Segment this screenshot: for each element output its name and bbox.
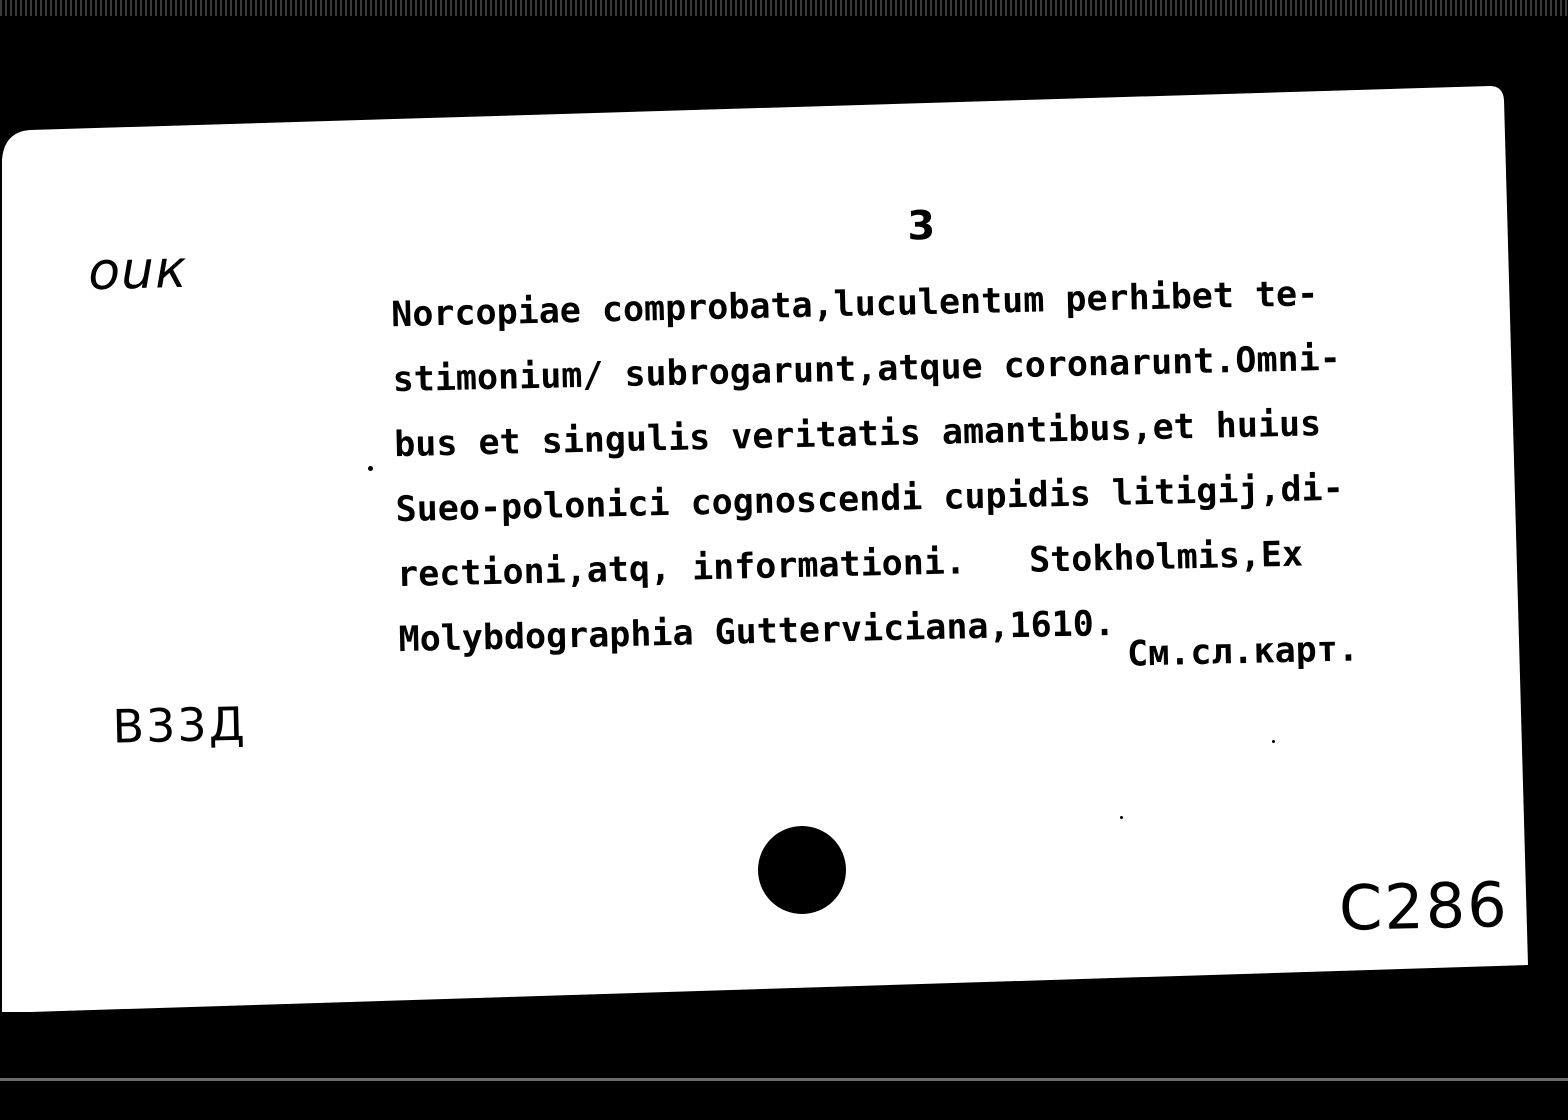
cross-reference: См.сл.карт. [1126, 629, 1360, 675]
sequence-mark: 3 [906, 202, 936, 250]
typed-line: Sueo-polonici cognoscendi cupidis litigij,di- [395, 468, 1345, 531]
typed-line: bus et singulis veritatis amantibus,et huius [393, 404, 1322, 466]
handwritten-shelf-mark: В33Д [111, 696, 248, 754]
handwritten-catalog-number: С286 [1338, 868, 1510, 945]
ink-speck [1120, 816, 1123, 819]
typed-line: stimonium/ subrogarunt,atque coronarunt.Omni- [392, 338, 1342, 401]
ink-speck [1272, 740, 1275, 743]
typed-line: rectioni,atq, informationi. Stokholmis,Ex [396, 534, 1304, 596]
typed-entry [391, 258, 1520, 673]
ink-speck [368, 466, 373, 471]
scanner-bottom-line [0, 1078, 1568, 1081]
punch-hole [758, 826, 846, 914]
typed-line: Molybdographia Gutterviciana,1610. [398, 603, 1116, 661]
typed-line: Norcopiae comprobata,luculentum perhibet te- [390, 274, 1319, 336]
handwritten-note-top-left: ouк [87, 239, 189, 303]
